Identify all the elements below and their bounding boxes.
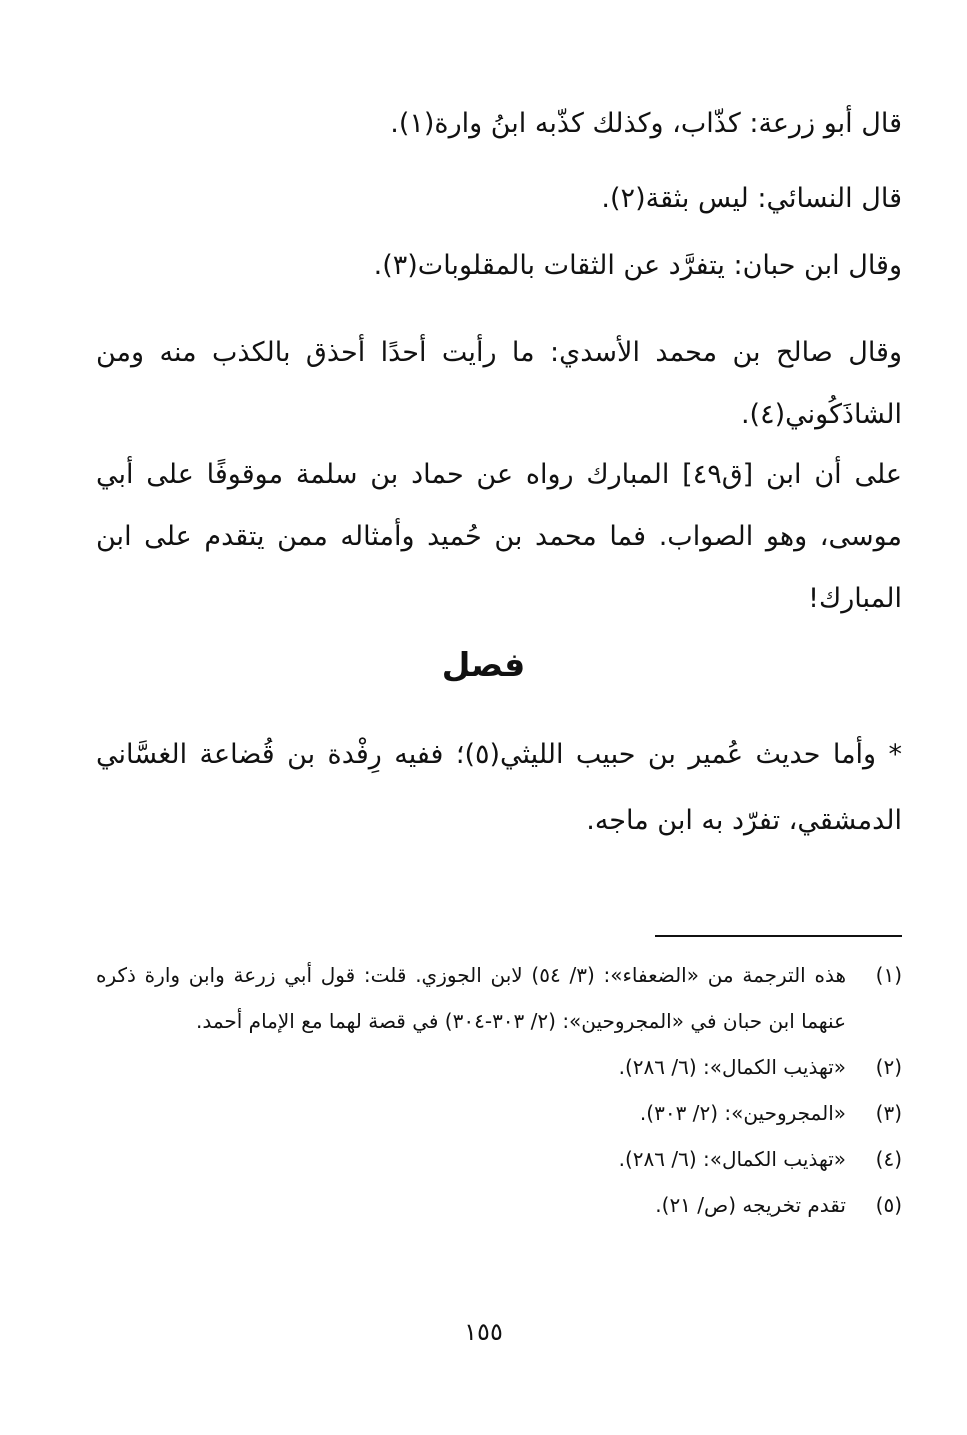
paragraph-ibn-mubarak: على أن ابن [ق٤٩] المبارك رواه عن حماد بن سلمة موقوفًا على أبي موسى، وهو الصواب. فما محمد بن حُميد وأمثاله ممن يتقدم على ابن المبارك! xyxy=(96,459,902,614)
footnote-item xyxy=(96,1044,902,1090)
footnote-item xyxy=(96,1136,902,1182)
page-number: ١٥٥ xyxy=(464,1318,503,1346)
footnote-item xyxy=(96,952,902,1044)
footnote-item xyxy=(96,1090,902,1136)
footnote-number: (٤) xyxy=(875,1147,902,1171)
footnotes-list xyxy=(96,952,902,1228)
footnote-text: «تهذيب الكمال»: (٦/ ٢٨٦). xyxy=(618,1147,846,1171)
paragraph-ibn-hibban: وقال ابن حبان: يتفرَّد عن الثقات بالمقلوبات(٣). xyxy=(373,250,902,281)
paragraph-abu-zura: قال أبو زرعة: كذّاب، وكذلك كذّبه ابنُ وارة(١). xyxy=(390,108,902,139)
footnote-number: (٢) xyxy=(875,1055,902,1079)
footnote-text: «المجروحين»: (٢/ ٣٠٣). xyxy=(639,1101,846,1125)
footnote-text: هذه الترجمة من «الضعفاء»: (٣/ ٥٤) لابن الجوزي. قلت: قول أبي زرعة وابن وارة ذكره عنهما ابن حبان في «المجروحين»: (٢/ ٣٠٣-٣٠٤) في قصة لهما مع الإمام أحمد. xyxy=(96,963,846,1033)
footnote-separator xyxy=(655,935,902,937)
section-heading: فصل xyxy=(441,645,526,684)
paragraph-nasai: قال النسائي: ليس بثقة(٢). xyxy=(601,183,902,214)
paragraph-salih-asadi: وقال صالح بن محمد الأسدي: ما رأيت أحدًا أحذق بالكذب منه ومن الشاذَكُوني(٤). xyxy=(96,337,902,430)
footnote-text: «تهذيب الكمال»: (٦/ ٢٨٦). xyxy=(618,1055,846,1079)
paragraph-umair-hadith: * وأما حديث عُمير بن حبيب الليثي(٥)؛ ففيه رِفْدة بن قُضاعة الغسَّاني الدمشقي، تفرّد به ابن ماجه. xyxy=(96,739,902,836)
footnote-number: (٣) xyxy=(875,1101,902,1125)
footnote-item xyxy=(96,1182,902,1228)
footnote-number: (٥) xyxy=(875,1193,902,1217)
footnote-text: تقدم تخريجه (ص/ ٢١). xyxy=(655,1193,846,1217)
footnote-number: (١) xyxy=(875,963,902,987)
